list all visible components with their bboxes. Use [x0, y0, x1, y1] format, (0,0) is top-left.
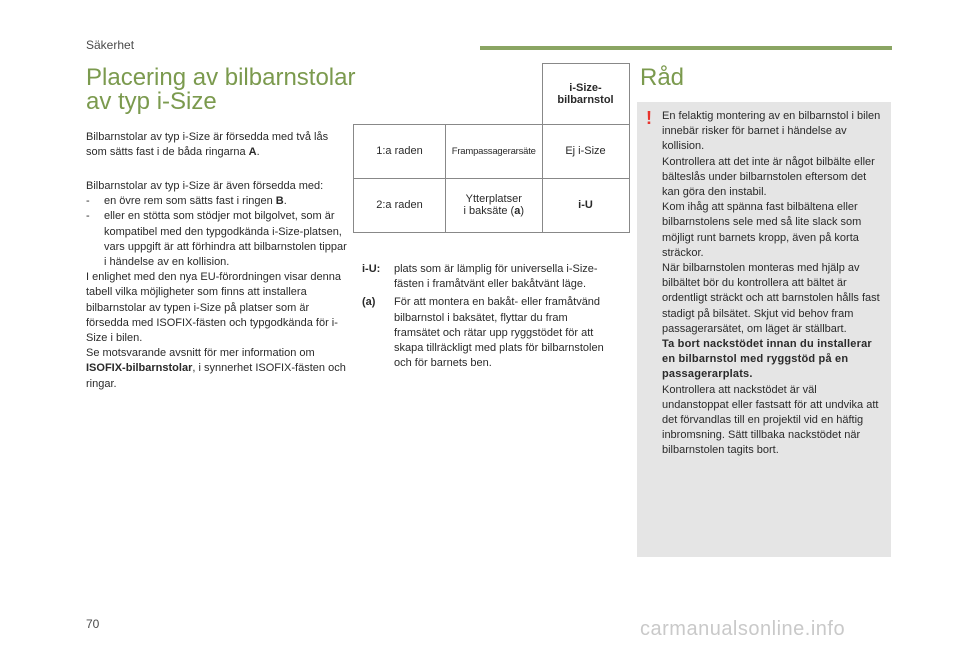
row1-label: 1:a raden — [354, 124, 446, 178]
table-header-cell — [542, 64, 629, 125]
advice-paragraph: En felaktig montering av en bilbarnstol i bilen innebär risker för barnet i händelse av kollision. — [662, 110, 881, 153]
table-header-line1: i-Size- — [569, 81, 602, 94]
advice-warning-bold: Ta bort nackstödet innan du installerar en bilbarnstol med ryggstöd på en passagerarplats. — [662, 338, 872, 381]
note-item — [362, 262, 612, 292]
bullet-dash: - — [86, 195, 90, 208]
more-info-text — [86, 346, 348, 392]
bullet2-text: eller en stötta som stödjer mot bilgolvet, som är kompatibel med den typgodkända i-Size-platsen, vars uppgift är att förhindra att bilbarnstolen tippar i händelse av en kollision. — [104, 210, 347, 269]
advice-paragraph: Kontrollera att nackstödet är väl undanstoppat eller fastsatt för att undvika att det förvandlas till en projektil vid en häftig inbromsning. Sätt tillbaka nackstödet när bilbarnstolen tagits bort. — [662, 383, 879, 457]
ring-a-label: A — [248, 146, 257, 159]
table-row — [354, 124, 630, 178]
note-text: plats som är lämplig för universella i-Size-fästen i framåtvänt eller bakåtvänt läge. — [394, 263, 598, 291]
bullet1-text: en övre rem som sätts fast i ringen — [104, 195, 276, 208]
section-label: Säkerhet — [86, 38, 135, 52]
table-header-row — [354, 64, 630, 125]
intro-text: Bilbarnstolar av typ i-Size är försedda med två lås som sätts fast i de båda ringarna — [86, 131, 329, 159]
table-blank-cell — [446, 64, 543, 125]
also-text: Bilbarnstolar av typ i-Size är även försedda med: — [86, 180, 324, 192]
row2-position-end: ) — [520, 205, 525, 217]
more-info-a: Se motsvarande avsnitt för mer information om — [86, 347, 315, 360]
row2-value: i-U — [542, 178, 629, 232]
row1-position: Frampassagerarsäte — [446, 124, 543, 178]
page-title-line2: av typ i-Size — [86, 88, 217, 115]
advice-title: Råd — [640, 64, 685, 91]
advice-paragraph: När bilbarnstolen monteras med hjälp av bilbältet bör du kontrollera att bältet är ordentligt sträckt och att barnstolen hålls fast stadigt på bilsätet. Skjut vid behov fram passagerarsätet, om läget är ställbart. — [662, 262, 880, 335]
note-text: För att montera en bakåt- eller framåtvänd bilbarnstol i baksätet, flyttar du fram framsätet och rätar upp ryggstödet för att skapa tillräckligt med plats för bilbarnstolen och för barnets ben. — [394, 296, 604, 370]
table-header-line2: bilbarnstol — [557, 93, 614, 106]
ring-b-label: B — [275, 195, 284, 208]
bullet1-end: . — [283, 195, 287, 208]
regulation-text: I enlighet med den nya EU-förordningen visar denna tabell vilka möjligheter som finns att installera bilbarnstolar av typen i-Size på platser som är försedda med ISOFIX-fästen och typgodkända för i-Size i bilen. — [86, 271, 341, 345]
row1-value: Ej i-Size — [542, 124, 629, 178]
row2-note-ref: a — [514, 205, 521, 217]
bullet-dash: - — [86, 210, 90, 223]
row2-position-line1: Ytterplatser — [465, 193, 522, 205]
warning-icon: ! — [646, 108, 652, 128]
intro-paragraph — [86, 130, 348, 160]
note-item — [362, 295, 612, 371]
isofix-link-text: ISOFIX-bilbarnstolar — [86, 362, 193, 375]
table-blank-cell — [354, 64, 446, 125]
row2-position-line2: i baksäte ( — [463, 205, 515, 217]
table-notes — [362, 262, 612, 374]
page-title-line1: Placering av bilbarnstolar — [86, 64, 356, 91]
more-info-c: , i synnerhet ISOFIX-fästen och ringar. — [86, 362, 346, 390]
advice-text — [662, 109, 886, 459]
intro-end: . — [256, 146, 260, 159]
row2-position — [446, 178, 543, 232]
list-item — [86, 209, 348, 270]
list-item — [86, 194, 348, 209]
note-key: (a) — [362, 296, 376, 309]
header-rule — [480, 46, 892, 50]
details-section — [86, 179, 348, 392]
advice-paragraph: Kontrollera att det inte är något bilbälte eller bälteslås under bilbarnstolen eftersom det kan göra den instabil. — [662, 155, 875, 199]
note-key: i-U: — [362, 263, 381, 275]
isize-table — [353, 63, 630, 233]
advice-paragraph: Kom ihåg att spänna fast bilbältena eller bilbarnstolens sele med så lite slack som möjligt runt barnets kropp, även på korta sträckor. — [662, 201, 862, 259]
watermark: carmanualsonline.info — [640, 618, 846, 640]
page-title — [86, 66, 356, 114]
page-number: 70 — [86, 617, 100, 631]
row2-label: 2:a raden — [354, 178, 446, 232]
table-row — [354, 178, 630, 232]
